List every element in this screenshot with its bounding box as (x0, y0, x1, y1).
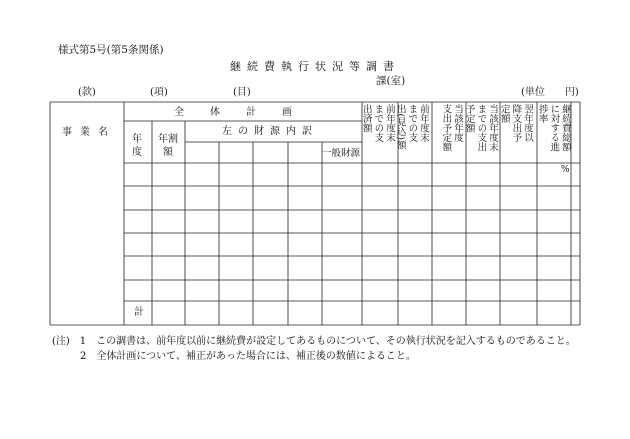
note-1: (注) 1 この調書は、前年度以前に継続費が設定してあるものについて、その執行状況を記入するものであること。 (52, 336, 576, 347)
col_progress-line-2: 捗率 (536, 104, 548, 123)
col_progress-line-1: に対する進 (548, 104, 560, 152)
col_prior_spent-line-1: までの支 (372, 104, 384, 142)
overall-plan-header: 全体計画 (174, 107, 318, 118)
col_current_end-line-2: 予定額 (463, 104, 475, 133)
col_prior_spent-line-0: 前年度末 (384, 104, 395, 142)
col_prior_spent-line-2: 出済額 (360, 104, 372, 133)
total-row-label: 計 (134, 307, 144, 318)
unit-field: (単位 円) (521, 87, 579, 98)
current-end-header (463, 104, 498, 162)
col_prior_expected-line-2: 出(見込)額 (394, 104, 406, 150)
current-year-header (434, 104, 462, 162)
col_progress-line-0: 継続費総額 (560, 104, 571, 152)
col_next_year-line-1: 降支出予 (510, 104, 522, 142)
col_current_year-line-0: 当該年度 (452, 104, 463, 142)
col_prior_expected-line-0: 前年度末 (418, 104, 429, 142)
general-funds-header: 一般財源 (322, 148, 361, 159)
col_current_year-line-1: 支出予定額 (440, 104, 452, 152)
document-title: 継続費執行状況等調書 (230, 60, 400, 73)
note-2: 2 全体計画について、補正があった場合には、補正後の数値によること。 (80, 351, 416, 362)
col_next_year-line-2: 定額 (498, 104, 510, 123)
col_next_year-line-0: 翌年度以 (522, 104, 533, 142)
kou-field: (項) (150, 87, 168, 98)
funding-breakdown-header: 左の財源内訳 (222, 126, 318, 137)
col_current_end-line-0: 当該年度末 (487, 104, 498, 152)
moku-field: (目) (233, 87, 251, 98)
prior-expected-header (394, 104, 429, 162)
progress-header (537, 104, 570, 162)
form-number: 様式第5号(第5条関係) (58, 44, 164, 56)
year-header: 年度 (132, 134, 142, 158)
col_prior_expected-line-1: までの支 (406, 104, 418, 142)
col_current_end-line-1: までの支出 (475, 104, 487, 152)
next-year-header (498, 104, 533, 162)
section-label: 課(室) (376, 75, 406, 87)
business-name-header: 事業名 (62, 127, 116, 138)
amount-header: 年割額 (158, 134, 178, 158)
prior-spent-header (360, 104, 395, 162)
percent-unit: % (561, 165, 570, 175)
kan-field: (款) (78, 87, 96, 98)
